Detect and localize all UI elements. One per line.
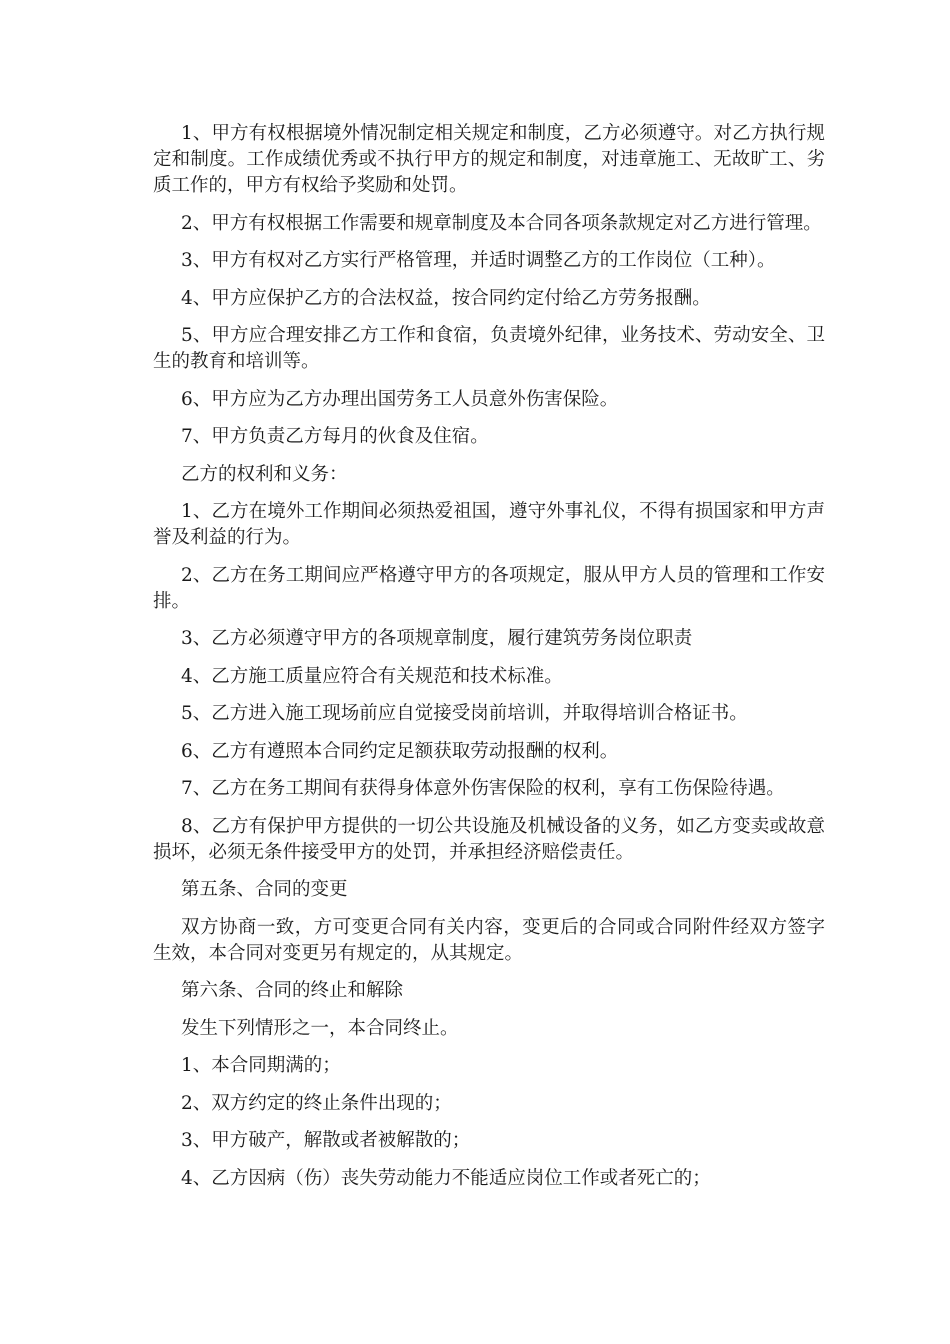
paragraph-party-b-1: 1、乙方在境外工作期间必须热爱祖国，遵守外事礼仪，不得有损国家和甲方声誉及利益的行为。: [153, 501, 825, 548]
paragraph-party-b-3: 3、乙方必须遵守甲方的各项规章制度，履行建筑劳务岗位职责: [181, 628, 693, 649]
paragraph-party-a-right-2: 2、甲方有权根据工作需要和规章制度及本合同各项条款规定对乙方进行管理。: [181, 212, 822, 234]
paragraph-party-b-6: 6、乙方有遵照本合同约定足额获取劳动报酬的权利。: [181, 740, 619, 762]
section-heading-party-b: 乙方的权利和义务：: [181, 463, 348, 485]
paragraph-party-b-2: 2、乙方在务工期间应严格遵守甲方的各项规定，服从甲方人员的管理和工作安排。: [153, 564, 825, 612]
article-6-heading: 第六条、合同的终止和解除: [181, 980, 404, 1001]
document-body: [153, 121, 825, 1203]
paragraph-party-b-4: 4、乙方施工质量应符合有关规范和技术标准。: [181, 665, 563, 687]
termination-item-1: 1、本合同期满的；: [181, 1055, 341, 1076]
termination-item-4: 4、乙方因病（伤）丧失劳动能力不能适应岗位工作或者死亡的；: [181, 1167, 711, 1189]
paragraph-party-b-8: 8、乙方有保护甲方提供的一切公共设施及机械设备的义务，如乙方变卖或故意损坏，必须无条件接受甲方的处罚，并承担经济赔偿责任。: [153, 815, 825, 863]
paragraph-party-a-duty-4: 4、甲方应保护乙方的合法权益，按合同约定付给乙方劳务报酬。: [181, 287, 711, 309]
paragraph-party-a-right-1: 1、甲方有权根据境外情况制定相关规定和制度，乙方必须遵守。对乙方执行规定和制度。工作成绩优秀或不执行甲方的规定和制度，对违章施工、无故旷工、劣质工作的，甲方有权给予奖励和处罚。: [153, 123, 825, 196]
article-5-body: 双方协商一致，方可变更合同有关内容，变更后的合同或合同附件经双方签字生效，本合同对变更另有规定的，从其规定。: [153, 916, 825, 964]
paragraph-party-a-duty-7: 7、甲方负责乙方每月的伙食及住宿。: [181, 426, 489, 447]
paragraph-party-a-duty-5: 5、甲方应合理安排乙方工作和食宿，负责境外纪律，业务技术、劳动安全、卫生的教育和培训等。: [153, 325, 825, 372]
paragraph-party-b-7: 7、乙方在务工期间有获得身体意外伤害保险的权利，享有工伤保险待遇。: [181, 778, 785, 799]
article-6-intro: 发生下列情形之一，本合同终止。: [181, 1017, 459, 1039]
termination-item-3: 3、甲方破产，解散或者被解散的；: [181, 1130, 471, 1151]
article-5-heading: 第五条、合同的变更: [181, 879, 348, 900]
paragraph-party-b-5: 5、乙方进入施工现场前应自觉接受岗前培训，并取得培训合格证书。: [181, 703, 748, 724]
paragraph-party-a-right-3: 3、甲方有权对乙方实行严格管理，并适时调整乙方的工作岗位（工种）。: [181, 250, 776, 271]
paragraph-party-a-duty-6: 6、甲方应为乙方办理出国劳务工人员意外伤害保险。: [181, 388, 619, 410]
termination-item-2: 2、双方约定的终止条件出现的；: [181, 1092, 452, 1114]
